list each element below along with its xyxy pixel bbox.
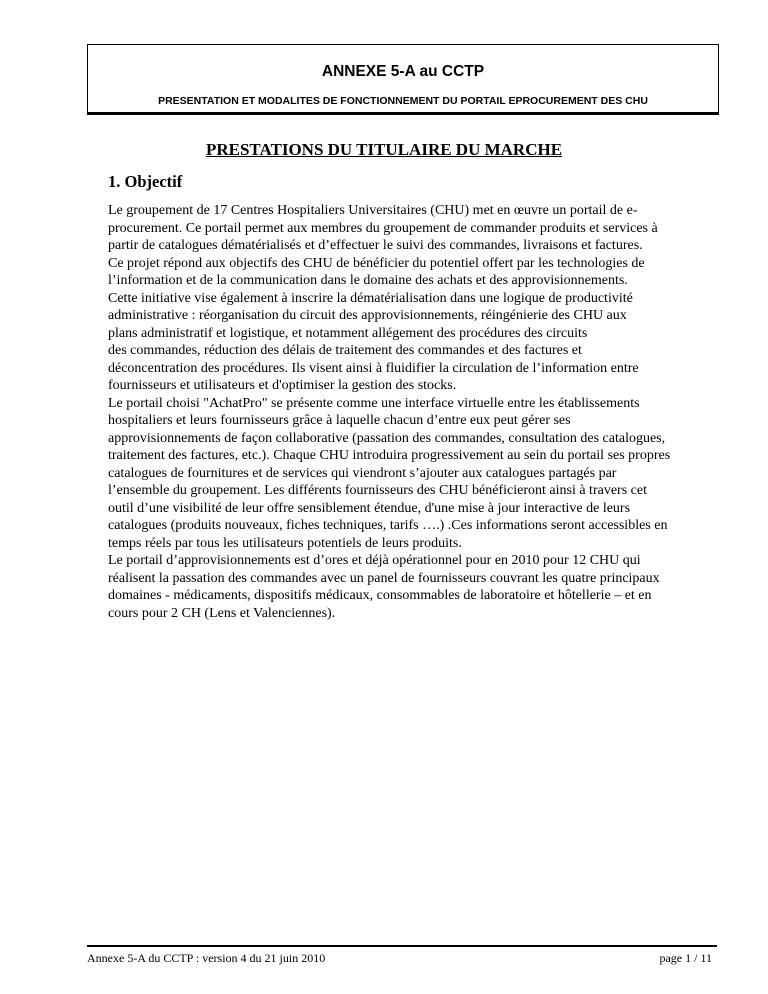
body-line: domaines - médicaments, dispositifs médicaux, consommables de laboratoire et hôtellerie – et en <box>108 588 652 603</box>
body-line: traitement des factures, etc.). Chaque CHU introduira progressivement au sein du portail ses propres <box>108 448 671 463</box>
body-line: réalisent la passation des commandes avec un panel de fournisseurs couvrant les quatre principaux <box>108 570 660 586</box>
body-line: administrative : réorganisation du circuit des approvisionnements, réingénierie des CHU aux <box>108 308 627 323</box>
body-line: des commandes, réduction des délais de traitement des commandes et des factures et <box>108 343 582 358</box>
body-line: catalogues (produits nouveaux, fiches techniques, tarifs ….) .Ces informations seront accessibles en <box>108 518 668 533</box>
footer-divider <box>87 945 717 947</box>
footer-page-number: page 1 / 11 <box>659 951 712 965</box>
body-line: Ce projet répond aux objectifs des CHU de bénéficier du potentiel offert par les technologies de <box>108 255 645 271</box>
section-title-text: PRESTATIONS DU TITULAIRE DU MARCHE <box>205 140 563 159</box>
section-title <box>0 140 768 160</box>
body-line: fournisseurs et utilisateurs et d'optimiser la gestion des stocks. <box>108 378 457 393</box>
body-line: l’ensemble du groupement. Les différents fournisseurs des CHU bénéficieront ainsi à travers cet <box>108 483 647 498</box>
body-line: Cette initiative vise également à inscrire la dématérialisation dans une logique de productivité <box>108 290 633 306</box>
body-line: temps réels par tous les utilisateurs potentiels de leurs produits. <box>108 535 462 551</box>
annex-header-box <box>87 44 719 115</box>
header-divider <box>88 112 718 114</box>
body-line: partir de catalogues dématérialisés et d’effectuer le suivi des commandes, livraisons et factures. <box>108 238 643 253</box>
body-line: déconcentration des procédures. Ils visent ainsi à fluidifier la circulation de l’information entre <box>108 360 639 376</box>
objective-heading: 1. Objectif <box>108 172 183 191</box>
body-line: procurement. Ce portail permet aux membres du groupement de commander produits et services à <box>108 220 658 236</box>
body-line: outil d’une visibilité de leur offre sensiblement étendue, d'une mise à jour interactive de leurs <box>108 500 631 516</box>
footer-version: Annexe 5-A du CCTP : version 4 du 21 juin 2010 <box>87 951 326 965</box>
body-line: cours pour 2 CH (Lens et Valenciennes). <box>108 605 336 621</box>
body-line: Le portail d’approvisionnements est d’ores et déjà opérationnel pour en 2010 pour 12 CHU qui <box>108 553 641 568</box>
body-line: hospitaliers et leurs fournisseurs grâce à laquelle chacun d’entre eux peut gérer ses <box>108 413 571 428</box>
body-line: Le groupement de 17 Centres Hospitaliers Universitaires (CHU) met en œuvre un portail de e- <box>108 203 638 218</box>
body-line: approvisionnements de façon collaborative (passation des commandes, consultation des catalogues, <box>108 430 666 446</box>
body-line: catalogues de fournitures et de services qui viendront s’ajouter aux catalogues partagés par <box>108 465 617 481</box>
body-line: Le portail choisi "AchatPro" se présente comme une interface virtuelle entre les établissements <box>108 395 640 411</box>
annex-subtitle: PRESENTATION ET MODALITES DE FONCTIONNEMENT DU PORTAIL EPROCUREMENT DES CHU <box>158 95 648 107</box>
body-line: plans administratif et logistique, et notamment allégement des procédures des circuits <box>108 325 588 341</box>
annex-title: ANNEXE 5-A au CCTP <box>321 63 485 80</box>
body-paragraph <box>108 202 718 622</box>
body-line: l’information et de la communication dans le domaine des achats et des approvisionnements. <box>108 273 628 288</box>
